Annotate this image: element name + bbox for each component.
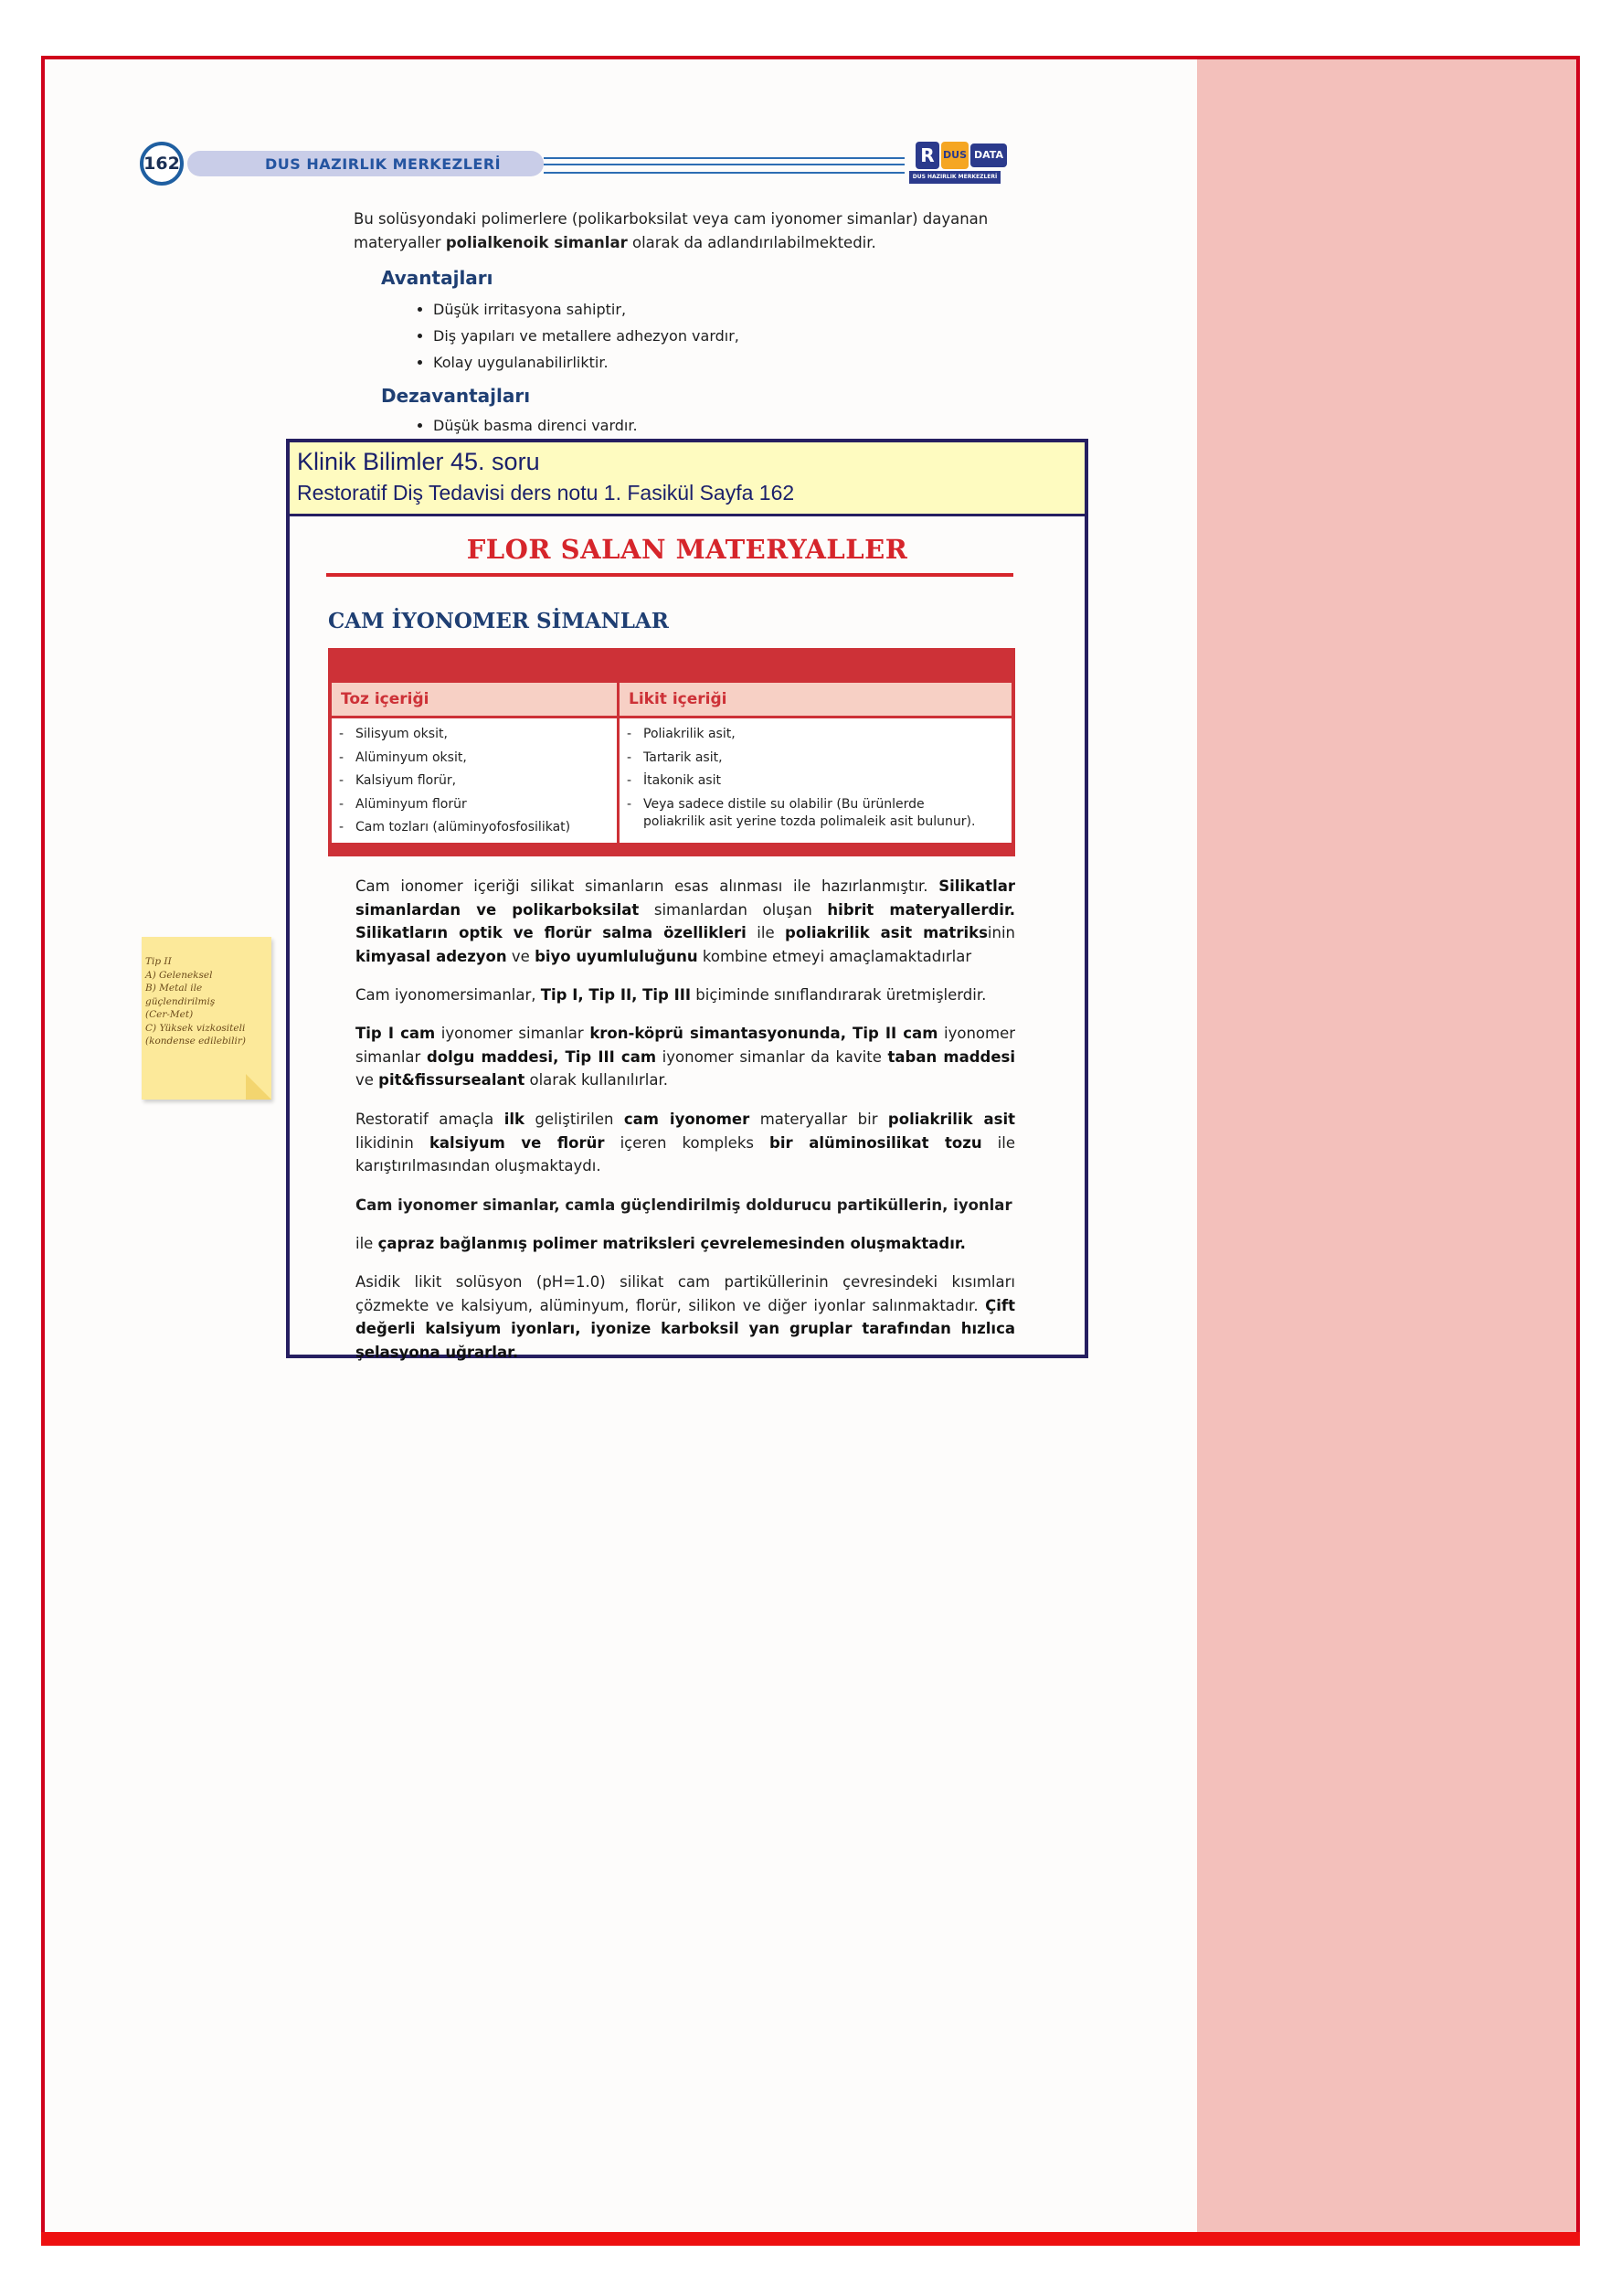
note-line: güçlendirilmiş	[145, 995, 216, 1007]
paragraph-history: Restoratif amaçla ilk geliştirilen cam iyonomer materyallar bir poliakrilik asit likidinin kalsiyum ve florür içeren kompleks bir alüminosilikat tozu ile karıştırılmasından oluşmaktaydı.	[355, 1111, 1015, 1175]
note-line: B) Metal ile	[145, 983, 203, 994]
table-cell-item: - İtakonik asit	[620, 770, 1008, 793]
page-number: 162	[140, 142, 184, 186]
sticky-note-text	[145, 955, 269, 1048]
intro-paragraph	[354, 207, 1017, 255]
table-cell-item: - Cam tozları (alüminyofosfosilikat)	[332, 816, 615, 840]
question-source: Restoratif Diş Tedavisi ders notu 1. Fasikül Sayfa 162	[297, 481, 795, 505]
table-cell-item: - Tartarik asit,	[620, 747, 1008, 771]
header-rule-lines	[544, 157, 905, 174]
list-item: • Düşük irritasyona sahiptir,	[433, 296, 739, 323]
table-header-powder: Toz içeriği	[332, 683, 617, 716]
intro-line2-post: olarak da adlandırılabilmektedir.	[627, 234, 876, 251]
question-box	[286, 439, 1088, 1361]
subsection-title: CAM İYONOMER SİMANLAR	[328, 609, 669, 633]
intro-line1: Bu solüsyondaki polimerlere (polikarboksilat veya cam iyonomer simanlar) dayanan	[354, 210, 989, 228]
note-line: A) Geleneksel	[145, 969, 213, 981]
sticky-note	[142, 937, 271, 1100]
table-cell-item: - Alüminyum florür	[332, 793, 615, 817]
table-body	[332, 683, 1012, 843]
powder-list	[332, 723, 615, 840]
table-cell-item	[620, 793, 1008, 831]
question-title: Klinik Bilimler 45. soru	[297, 448, 540, 475]
right-margin-column	[1197, 59, 1576, 2238]
paragraph-crosslink: ile çapraz bağlanmış polimer matriksleri çevrelemesinden oluşmaktadır.	[355, 1235, 966, 1252]
list-item: • Diş yapıları ve metallere adhezyon vardır,	[433, 323, 739, 349]
section-title: FLOR SALAN MATERYALLER	[466, 534, 908, 565]
paragraph-structure: Cam iyonomer simanlar, camla güçlendirilmiş doldurucu partiküllerin, iyonlar	[355, 1196, 1012, 1214]
composition-table	[328, 648, 1015, 856]
dezavantajlari-heading: Dezavantajları	[381, 385, 531, 407]
question-header	[290, 442, 1085, 516]
liquid-list	[620, 723, 1008, 831]
paragraph-types: Cam iyonomersimanlar, Tip I, Tip II, Tip III biçiminde sınıflandırarak üretmişlerdir.	[355, 986, 987, 1004]
paragraph-acid: Asidik likit solüsyon (pH=1.0) silikat cam partiküllerinin çevresindeki kısımları çözmekte ve kalsiyum, alüminyum, florür, silikon ve diğer iyonlar salınmaktadır. Çift değerli kalsiyum iyonları, iyonize karboksil yan gruplar tarafından hızlıca şelasyona uğrarlar.	[355, 1273, 1015, 1361]
table-header-liquid: Likit içeriği	[620, 683, 1012, 716]
avantajlari-list	[411, 296, 739, 376]
liquid-note-line1: Veya sadece distile su olabilir (Bu ürünlerde	[643, 796, 925, 812]
table-cell-item: - Kalsiyum florür,	[332, 770, 615, 793]
intro-line2-pre: materyaller	[354, 234, 446, 251]
note-line: (kondense edilebilir)	[145, 1036, 246, 1047]
note-line: Tip II	[145, 956, 172, 967]
section-title-underline	[326, 573, 1013, 577]
logo-r: R	[916, 142, 939, 169]
note-line: C) Yüksek vizkositeli	[145, 1022, 246, 1034]
bottom-bar	[41, 2232, 1580, 2246]
note-line: (Cer-Met)	[145, 1009, 194, 1020]
liquid-note-line2: poliakrilik asit yerine tozda polimaleik asit bulunur).	[643, 813, 976, 829]
paragraph-usage: Tip I cam iyonomer simanlar kron-köprü simantasyonunda, Tip II cam iyonomer simanlar dolgu maddesi, Tip III cam iyonomer simanlar da kavite taban maddesi ve pit&fissursealant olarak kullanılırlar.	[355, 1025, 1016, 1089]
dezavantajlari-list	[411, 412, 638, 439]
header-title: DUS HAZIRLIK MERKEZLERİ	[265, 155, 502, 173]
table-cell-item: - Poliakrilik asit,	[620, 723, 1008, 747]
list-item: • Kolay uygulanabilirliktir.	[433, 349, 739, 376]
avantajlari-heading: Avantajları	[381, 267, 493, 289]
paragraph-composition: Cam ionomer içeriği silikat simanların esas alınması ile hazırlanmıştır. Silikatlar simanlardan ve polikarboksilat simanlardan oluşan hibrit materyallerdir. Silikatların optik ve florür salma özellikleri ile poliakrilik asit matriksinin kimyasal adezyon ve biyo uyumluluğunu kombine etmeyi amaçlamaktadırlar	[355, 877, 1015, 965]
table-header-divider	[332, 716, 1012, 718]
table-cell-item: - Silisyum oksit,	[332, 723, 615, 747]
sticky-note-fold	[246, 1074, 271, 1100]
logo-subtitle: DUS HAZIRLIK MERKEZLERİ	[909, 171, 1001, 184]
logo-data: DATA	[970, 144, 1007, 167]
logo-dus: DUS	[941, 142, 969, 169]
intro-bold-term: polialkenoik simanlar	[445, 234, 628, 251]
table-cell-item: - Alüminyum oksit,	[332, 747, 615, 771]
dusdata-logo	[905, 140, 1012, 187]
list-item: • Düşük basma direnci vardır.	[433, 412, 638, 439]
